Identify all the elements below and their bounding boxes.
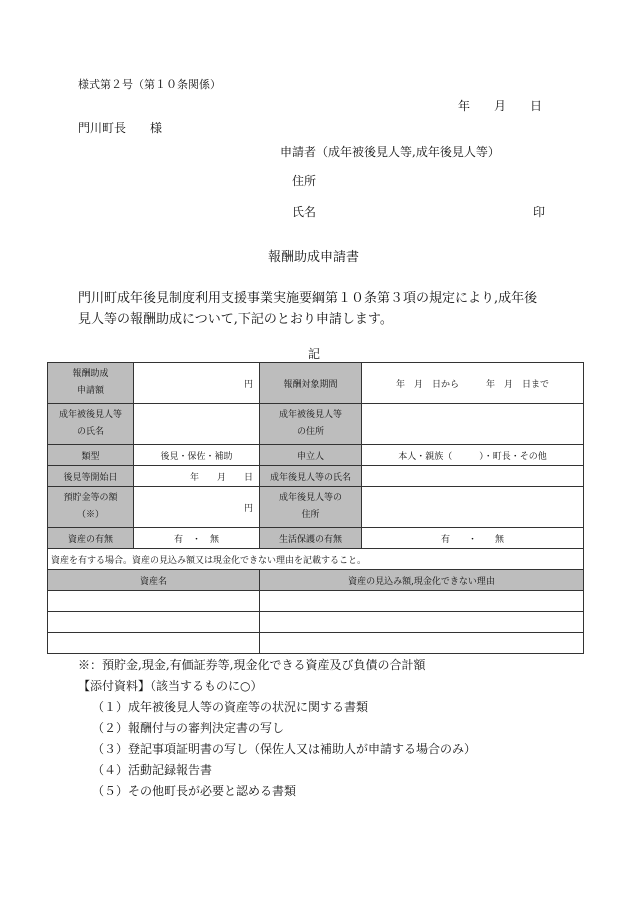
table-row xyxy=(48,363,584,404)
fee-amount-cell[interactable]: 円 xyxy=(134,363,260,404)
label-period: 報酬対象期間 xyxy=(260,363,362,404)
table-row xyxy=(48,549,584,570)
name-label: 氏名 xyxy=(292,205,317,219)
label-fee-amount: 報酬助成 申請額 xyxy=(48,363,134,404)
form-number: 様式第２号（第１０条関係） xyxy=(78,78,221,91)
date-line: 年 月 日 xyxy=(458,99,543,113)
attachment-item: （４）活動記録報告書 xyxy=(92,763,213,777)
asset-name-cell[interactable] xyxy=(48,633,260,654)
table-row xyxy=(48,528,584,549)
attachments-heading: 【添付資料】（該当するものに○） xyxy=(78,679,263,693)
attachment-item: （２）報酬付与の審判決定書の写し xyxy=(92,721,285,735)
table-row xyxy=(48,487,584,528)
deposits-cell[interactable]: 円 xyxy=(134,487,260,528)
label-welfare: 生活保護の有無 xyxy=(260,528,362,549)
table-row xyxy=(48,404,584,445)
seal-mark: 印 xyxy=(533,205,546,219)
footnote: ※：預貯金,現金,有価証券等,現金化できる資産及び負債の合計額 xyxy=(78,658,426,672)
asset-note: 資産を有する場合。資産の見込み額又は現金化できない理由を記載すること。 xyxy=(48,549,584,570)
label-deposits: 預貯金等の額 （※） xyxy=(48,487,134,528)
asset-reason-cell[interactable] xyxy=(260,633,584,654)
label-type: 類型 xyxy=(48,445,134,466)
asset-reason-cell[interactable] xyxy=(260,591,584,612)
attachment-item: （１）成年被後見人等の資産等の状況に関する書類 xyxy=(92,700,369,714)
table-row xyxy=(48,591,584,612)
table-row xyxy=(48,570,584,591)
body-line-2: 見人等の報酬助成について,下記のとおり申請します。 xyxy=(78,312,393,327)
type-cell[interactable]: 後見・保佐・補助 xyxy=(134,445,260,466)
table-row xyxy=(48,445,584,466)
application-table xyxy=(47,362,584,654)
asset-name-header: 資産名 xyxy=(48,570,260,591)
label-assets: 資産の有無 xyxy=(48,528,134,549)
guardian-address-cell[interactable] xyxy=(362,487,584,528)
label-petitioner: 申立人 xyxy=(260,445,362,466)
petitioner-cell[interactable]: 本人・親族（ ）・町長・その他 xyxy=(362,445,584,466)
start-date-cell[interactable]: 年 月 日 xyxy=(134,466,260,487)
recipient: 門川町長 様 xyxy=(78,121,163,135)
table-row xyxy=(48,466,584,487)
asset-reason-header: 資産の見込み額,現金化できない理由 xyxy=(260,570,584,591)
body-line-1: 門川町成年後見制度利用支援事業実施要綱第１０条第３項の規定により,成年後 xyxy=(78,291,538,306)
welfare-cell[interactable]: 有 ・ 無 xyxy=(362,528,584,549)
asset-name-cell[interactable] xyxy=(48,612,260,633)
table-row xyxy=(48,633,584,654)
asset-name-cell[interactable] xyxy=(48,591,260,612)
ward-address-cell[interactable] xyxy=(362,404,584,445)
applicant-label: 申請者（成年被後見人等,成年後見人等） xyxy=(280,145,500,159)
asset-reason-cell[interactable] xyxy=(260,612,584,633)
period-cell[interactable]: 年 月 日から 年 月 日まで xyxy=(362,363,584,404)
assets-cell[interactable]: 有 ・ 無 xyxy=(134,528,260,549)
attachment-item: （５）その他町長が必要と認める書類 xyxy=(92,784,297,798)
label-start-date: 後見等開始日 xyxy=(48,466,134,487)
label-ward-name: 成年被後見人等 の氏名 xyxy=(48,404,134,445)
ki-label: 記 xyxy=(308,347,321,361)
table-row xyxy=(48,612,584,633)
ward-name-cell[interactable] xyxy=(134,404,260,445)
guardian-name-cell[interactable] xyxy=(362,466,584,487)
attachment-item: （３）登記事項証明書の写し（保佐人又は補助人が申請する場合のみ） xyxy=(92,742,477,756)
label-ward-address: 成年被後見人等 の住所 xyxy=(260,404,362,445)
address-label: 住所 xyxy=(292,174,317,188)
page-title: 報酬助成申請書 xyxy=(268,250,360,265)
label-guardian-address: 成年後見人等の 住所 xyxy=(260,487,362,528)
label-guardian-name: 成年後見人等の氏名 xyxy=(260,466,362,487)
